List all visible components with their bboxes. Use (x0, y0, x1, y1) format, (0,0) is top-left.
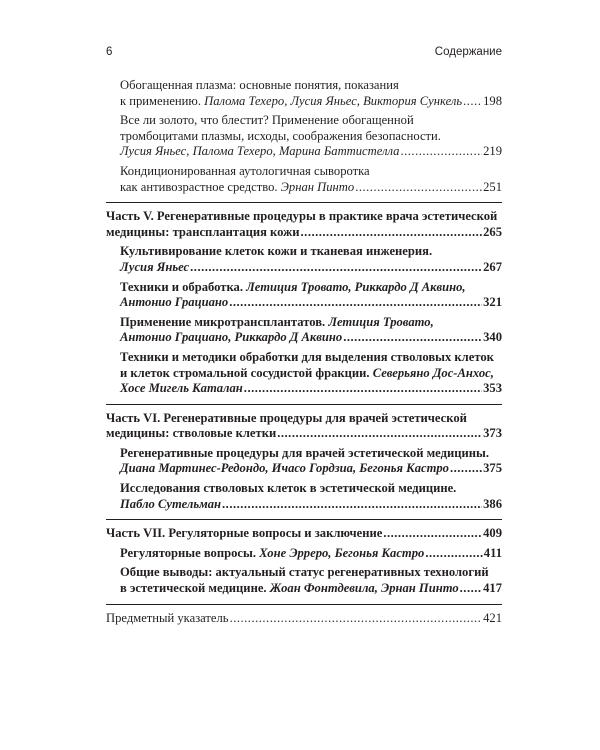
running-header (106, 46, 502, 62)
toc-part-entries (106, 446, 502, 512)
toc-part[interactable] (106, 202, 502, 397)
toc-entry-last-line (120, 260, 502, 276)
toc-entry-page-number: 353 (483, 381, 502, 396)
toc-entry-line: Техники и обработка. Летиция Тровато, Риккардо Д Аквино, (120, 279, 466, 294)
toc-index-text: Предметный указатель (106, 610, 229, 625)
toc-entry-page-number: 417 (483, 581, 502, 596)
toc-entry-last-line (120, 381, 502, 397)
dot-leader (190, 260, 482, 276)
toc-entry-authors: Хосе Мигель Каталан (120, 381, 243, 396)
toc-part-page-number: 409 (483, 526, 502, 541)
toc-part-text: медицины: трансплантация кожи (106, 224, 300, 239)
toc-entry-last-line (120, 330, 502, 346)
toc-entry[interactable] (106, 546, 502, 562)
toc-entry-line: Обогащенная плазма: основные понятия, показания (120, 78, 399, 92)
dot-leader (229, 295, 482, 311)
toc-part-page-number: 373 (483, 426, 502, 441)
toc-entry-text (120, 461, 449, 477)
dot-leader (355, 180, 482, 196)
toc-entry-authors: Жоан Фонтдевила, Эрнан Пинто (269, 581, 459, 596)
toc-entry-page-number: 198 (483, 93, 502, 108)
dot-leader (383, 526, 482, 542)
toc-entry-authors: Диана Мартинес-Редондо, Ичасо Гордзиа, Бегонья Кастро (120, 461, 449, 476)
toc-entry-page-number: 386 (483, 496, 502, 511)
running-title: Содержание (434, 46, 502, 58)
dot-leader (425, 546, 482, 562)
toc-entry[interactable] (106, 315, 502, 346)
toc-entry-text: как антивозрастное средство. Эрнан Пинто (120, 179, 355, 194)
toc-entry-line: Кондиционированная аутологичная сыворотка (120, 163, 370, 178)
toc-part-entries (106, 546, 502, 597)
toc-entry[interactable] (106, 350, 502, 397)
toc-part[interactable] (106, 519, 502, 596)
toc-entry[interactable] (106, 565, 502, 596)
toc-entry-authors: Летиция Тровато, (328, 314, 434, 329)
toc-entry-text (120, 330, 342, 346)
dot-leader (400, 144, 482, 160)
toc-entry-text: к применению. Палома Техеро, Лусия Яньес, Виктория Сункель (120, 93, 463, 108)
toc-entry-line: Регенеративные процедуры для врачей эстетической медицины. (120, 445, 489, 460)
toc-entry-last-line (120, 581, 502, 597)
dot-leader (343, 330, 482, 346)
dot-leader (230, 611, 483, 627)
toc-entry[interactable] (106, 280, 502, 311)
toc-entry-text: в эстетической медицине. Жоан Фонтдевила, Эрнан Пинто (120, 581, 459, 596)
toc-entry-page-number: 267 (483, 259, 502, 274)
toc-entry-page-number: 340 (483, 330, 502, 345)
toc-entry-line: Общие выводы: актуальный статус регенеративных технологий (120, 565, 489, 580)
toc-entry-text (120, 497, 221, 513)
toc-entry-line: Применение микротрансплантатов. Летиция Тровато, (120, 314, 434, 329)
toc-entry-text: Регуляторные вопросы. Хоне Эрреро, Бегонья Кастро (120, 545, 425, 560)
toc-part-last-line (106, 426, 502, 442)
toc-part-title-line: Часть V. Регенеративные процедуры в практике врача эстетической (106, 209, 498, 224)
toc-entry[interactable] (106, 113, 502, 160)
toc-entry-page-number: 219 (483, 144, 502, 159)
dot-leader (244, 381, 482, 397)
toc-part-last-line (106, 526, 502, 542)
dot-leader (301, 225, 483, 241)
toc-entry-last-line (120, 546, 502, 562)
toc-entry-authors: Палома Техеро, Лусия Яньес, Виктория Сункель (204, 93, 463, 108)
toc-entry-authors: Лусия Яньес, Палома Техеро, Марина Баттистелла (120, 144, 400, 159)
toc-entry[interactable] (106, 164, 502, 195)
toc-entry-page-number: 321 (483, 295, 502, 310)
toc-entry-authors: Лусия Яньес (120, 259, 190, 274)
toc-entry[interactable] (106, 481, 502, 512)
toc-entry-line: Все ли золото, что блестит? Применение обогащенной (120, 113, 414, 128)
toc-entry-authors: Антонио Грациано (120, 295, 229, 310)
toc-entry-last-line (120, 94, 502, 110)
toc-entry-page-number: 251 (483, 179, 502, 194)
toc-part-last-line (106, 225, 502, 241)
toc-entry-authors: Летиция Тровато, Риккардо Д Аквино, (246, 279, 466, 294)
dot-leader (277, 426, 482, 442)
toc-entry[interactable] (106, 78, 502, 109)
dot-leader (222, 497, 482, 513)
toc-entry-text (120, 260, 189, 276)
toc-entry[interactable] (106, 446, 502, 477)
toc-entry-line: тромбоцитами плазмы, исходы, соображения безопасности. (120, 128, 441, 143)
toc-part-entries (106, 244, 502, 396)
table-of-contents (106, 78, 502, 626)
toc-entry-page-number: 411 (483, 545, 502, 560)
page-number: 6 (106, 46, 113, 58)
toc-entry-last-line (120, 497, 502, 513)
toc-part-text: Часть VII. Регуляторные вопросы и заключение (106, 526, 383, 541)
toc-entry-page-number: 375 (483, 461, 502, 476)
toc-part-page-number: 265 (483, 224, 502, 239)
toc-entry-last-line (120, 295, 502, 311)
toc-entry-line: Исследования стволовых клеток в эстетической медицине. (120, 481, 457, 496)
toc-entry-authors: Эрнан Пинто (280, 179, 355, 194)
dot-leader (463, 94, 482, 110)
toc-entry-text (120, 295, 228, 311)
toc-part-title-line: Часть VI. Регенеративные процедуры для врачей эстетической (106, 410, 467, 425)
toc-entry-authors: Хоне Эрреро, Бегонья Кастро (259, 545, 425, 560)
toc-entry-line: и клеток стромальной сосудистой фракции. Северьяно Дос-Анхос, (120, 365, 494, 380)
dot-leader (450, 461, 482, 477)
toc-entry-text (120, 381, 243, 397)
toc-entry-authors: Антонио Грациано, Риккардо Д Аквино (120, 330, 343, 345)
dot-leader (460, 581, 482, 597)
toc-part-text: медицины: стволовые клетки (106, 426, 277, 441)
toc-index[interactable] (106, 604, 502, 627)
toc-entry-line: Техники и методики обработки для выделения стволовых клеток (120, 349, 494, 364)
toc-entry-last-line (120, 180, 502, 196)
toc-entry-line: Культивирование клеток кожи и тканевая инженерия. (120, 244, 433, 259)
toc-entry[interactable] (106, 244, 502, 275)
toc-index-last-line (106, 611, 502, 627)
toc-entry-last-line (120, 144, 502, 160)
toc-part[interactable] (106, 404, 502, 513)
toc-entry-text (120, 144, 399, 160)
toc-entry-authors: Северьяно Дос-Анхос, (372, 365, 494, 380)
toc-entry-last-line (120, 461, 502, 477)
toc-entry-authors: Пабло Сутельман (120, 496, 222, 511)
toc-index-page-number: 421 (483, 610, 502, 625)
